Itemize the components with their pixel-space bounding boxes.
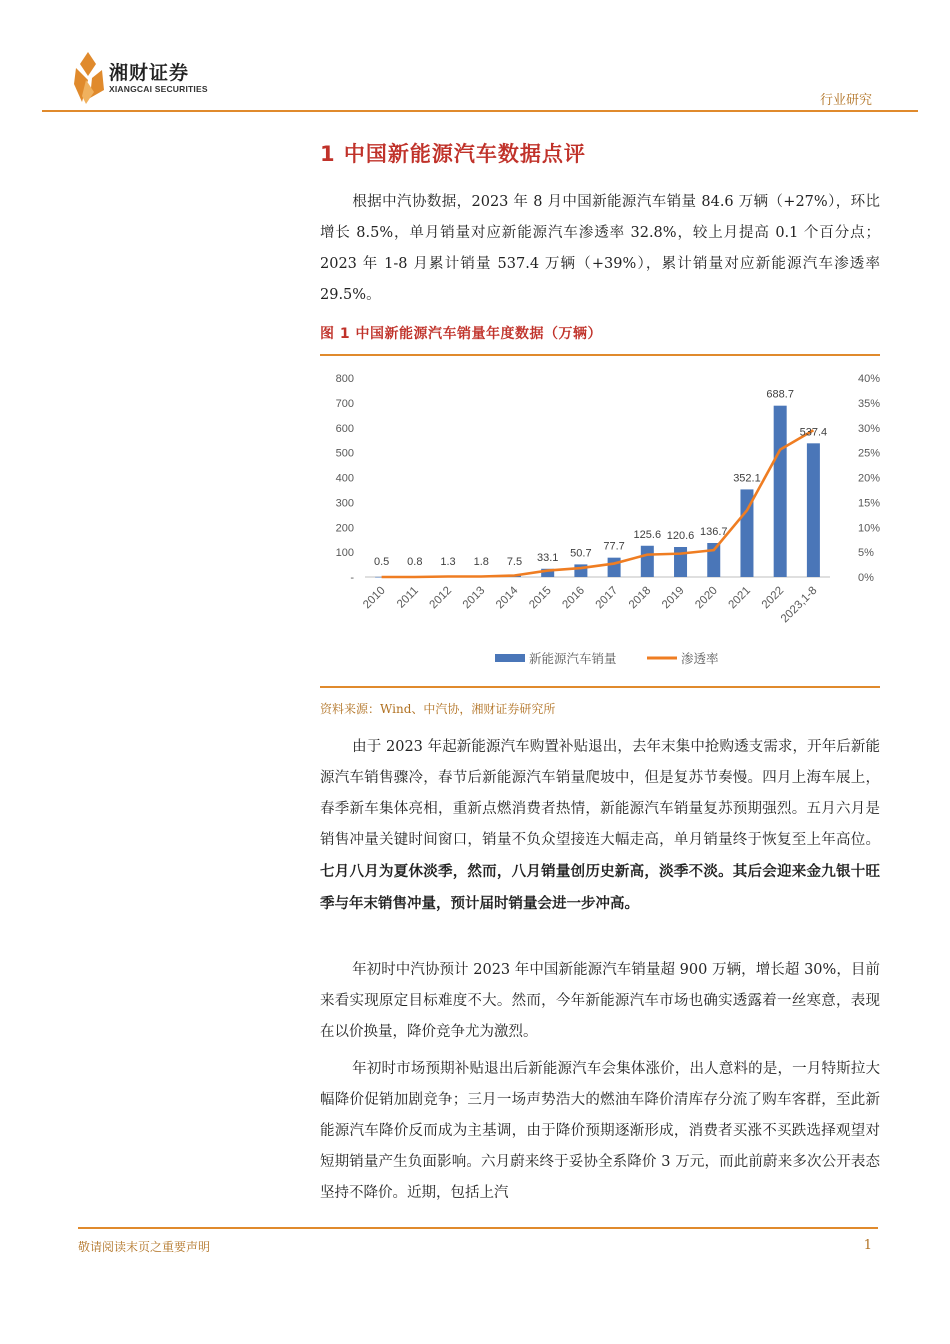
- header-divider: [42, 110, 918, 112]
- bar-2020: [707, 543, 720, 577]
- paragraph-text: 年初时中汽协预计 2023 年中国新能源汽车销量超 900 万辆，增长超 30%，目前来看实现原定目标难度不大。然而，今年新能源汽车市场也确实透露着一丝寒意，表现在以价换量，降价竞争尤为激烈。: [320, 962, 880, 1040]
- y-right-tick-label: 20%: [858, 472, 880, 485]
- intro-paragraph: [320, 187, 880, 311]
- bar-data-label: 120.6: [666, 530, 695, 543]
- logo-mark-icon: [72, 50, 106, 106]
- x-tick-label: 2015: [527, 584, 554, 612]
- bar-data-label: 1.3: [440, 556, 456, 568]
- y-right-tick-label: 25%: [858, 447, 880, 460]
- bar-data-label: 50.7: [570, 547, 592, 560]
- y-left-tick-label: 400: [335, 472, 354, 485]
- figure-bottom-rule: [320, 686, 880, 688]
- bar-data-label: 77.7: [603, 540, 625, 553]
- y-left-tick-label: 200: [335, 522, 354, 535]
- x-tick-label: 2013: [460, 584, 488, 612]
- y-right-tick-label: 5%: [858, 547, 874, 560]
- bar-data-label: 352.1: [733, 472, 761, 485]
- bar-data-label: 136.7: [699, 525, 728, 538]
- intro-text: 根据中汽协数据，2023 年 8 月中国新能源汽车销量 84.6 万辆（+27%），环比增长 8.5%，单月销量对应新能源汽车渗透率 32.8%，较上月提高 0.1 个百分点；2023 年 1-8 月累计销量 537.4 万辆（+39%），累计销量对应新能源汽车渗透率 29.5%。: [320, 194, 880, 303]
- body-paragraph-3: [320, 1054, 880, 1209]
- bar-2018: [641, 546, 654, 577]
- logo-chinese-name: 湘财证券: [109, 62, 190, 84]
- y-right-tick-label: 35%: [858, 397, 880, 410]
- figure-title: 图 1 中国新能源汽车销量年度数据（万辆）: [320, 326, 602, 342]
- x-tick-label: 2012: [427, 584, 455, 612]
- bar-2022: [774, 406, 787, 577]
- footer-disclaimer: 敬请阅读末页之重要声明: [78, 1240, 211, 1254]
- y-right-tick-label: 40%: [858, 373, 880, 385]
- y-right-tick-label: 30%: [858, 422, 880, 435]
- bar-data-label: 125.6: [633, 528, 662, 541]
- y-left-tick-label: 300: [335, 497, 354, 510]
- x-tick-label: 2018: [626, 584, 654, 612]
- legend-line-label: 渗透率: [681, 652, 719, 666]
- x-tick-label: 2014: [494, 584, 521, 612]
- x-tick-label: 2017: [593, 584, 621, 612]
- paragraph-bold-text: 七月八月为夏休淡季，然而，八月销量创历史新高，淡季不淡。其后会迎来金九银十旺季与年末销售冲量，预计届时销量会进一步冲高。: [320, 863, 880, 912]
- y-left-tick-label: 600: [335, 422, 354, 435]
- sales-chart: [320, 360, 880, 682]
- figure-source: 资料来源：Wind、中汽协，湘财证券研究所: [320, 702, 556, 716]
- bar-data-label: 33.1: [536, 551, 559, 564]
- figure-top-rule: [320, 354, 880, 356]
- x-tick-label: 2016: [560, 584, 588, 612]
- bar-data-label: 7.5: [506, 556, 523, 568]
- x-tick-label: 2021: [726, 584, 754, 612]
- y-left-tick-label: 800: [335, 373, 354, 385]
- bar-2023,1-8: [807, 443, 820, 577]
- x-tick-label: 2019: [660, 584, 687, 612]
- legend-bar-swatch: [495, 654, 525, 662]
- x-tick-label: 2011: [394, 584, 421, 611]
- y-left-tick-label: 100: [335, 547, 354, 560]
- body-paragraph-1: [320, 732, 880, 920]
- y-left-tick-label: 500: [335, 447, 354, 460]
- bar-data-label: 1.8: [473, 556, 489, 568]
- section-title: 1 中国新能源汽车数据点评: [320, 142, 586, 166]
- logo-english-name: XIANGCAI SECURITIES: [109, 84, 208, 94]
- body-paragraph-2: [320, 955, 880, 1048]
- x-tick-label: 2022: [759, 584, 787, 612]
- bar-data-label: 0.8: [407, 556, 423, 568]
- x-tick-label: 2010: [361, 584, 388, 612]
- legend-bar-label: 新能源汽车销量: [529, 652, 617, 666]
- company-logo: [72, 50, 212, 106]
- paragraph-text: 由于 2023 年起新能源汽车购置补贴退出，去年末集中抢购透支需求，开年后新能源汽车销售骤冷，春节后新能源汽车销量爬坡中，但是复苏节奏慢。四月上海车展上，春季新车集体亮相，重新点燃消费者热情，新能源汽车销量复苏预期强烈。五月六月是销售冲量关键时间窗口，销量不负众望接连大幅走高，单月销量终于恢复至上年高位。: [320, 739, 880, 848]
- paragraph-text: 年初时市场预期补贴退出后新能源汽车会集体涨价，出人意料的是，一月特斯拉大幅降价促销加剧竞争；三月一场声势浩大的燃油车降价清库存分流了购车客群，至此新能源汽车降价反而成为主基调，由于降价预期逐渐形成，消费者买涨不买跌选择观望对短期销量产生负面影响。六月蔚来终于妥协全系降价 3 万元，而此前蔚来多次公开表态坚持不降价。近期，包括上汽: [320, 1061, 880, 1201]
- page-number: 1: [863, 1238, 872, 1253]
- x-tick-label: 2023,1-8: [778, 584, 820, 626]
- y-right-tick-label: 0%: [858, 572, 874, 584]
- bar-2017: [608, 558, 621, 577]
- y-left-tick-label: -: [350, 572, 354, 584]
- bar-data-label: 537.4: [799, 426, 828, 439]
- bar-data-label: 688.7: [766, 388, 794, 401]
- footer-divider: [78, 1227, 878, 1229]
- bar-data-label: 0.5: [373, 556, 390, 568]
- y-right-tick-label: 15%: [858, 497, 880, 510]
- bar-2019: [674, 547, 687, 577]
- y-left-tick-label: 700: [335, 397, 354, 410]
- report-category: 行业研究: [819, 93, 872, 108]
- x-tick-label: 2020: [693, 584, 720, 612]
- y-right-tick-label: 10%: [858, 522, 880, 535]
